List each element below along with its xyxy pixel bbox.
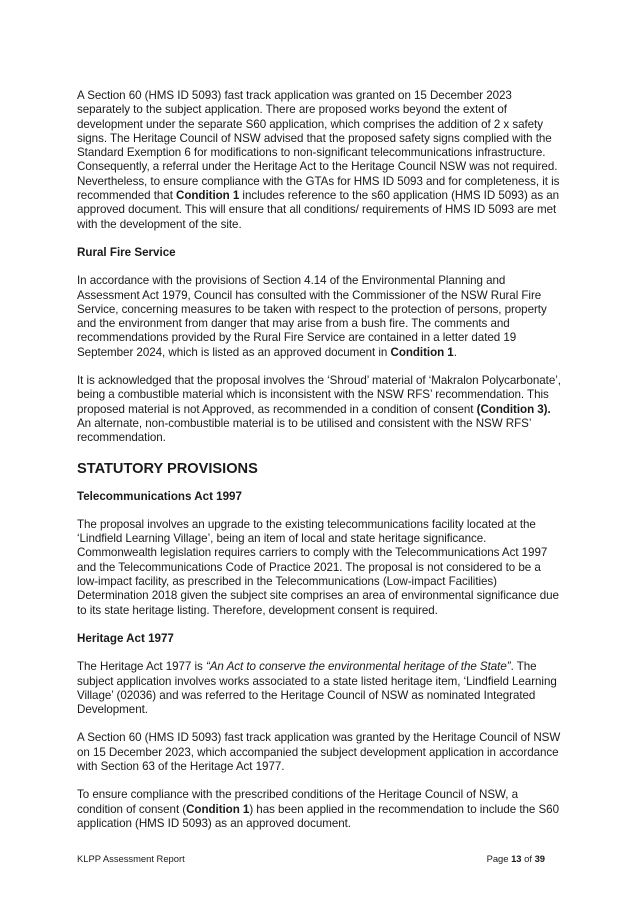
paragraph-telecommunications: The proposal involves an upgrade to the existing telecommunications facility located at the ‘Lindfield Learning Village’, being an item of local and state heritage significance. Commonwealth legislation requires carriers to comply with the Telecommunications Act 1997 and the Telecommunications Code of Practice 2021. The proposal is not considered to be a low-impact facility, as prescribed in the Telecommunications (Low-impact Facilities) Determination 2018 given the subject site comprises an area of environmental significance due to its state heritage listing. Therefore, development consent is required. [77, 517, 559, 617]
act-quote: “An Act to conserve the environmental heritage of the State” [205, 660, 511, 674]
condition-reference: Condition 1 [390, 345, 454, 359]
text-run: The Heritage Act 1977 is [77, 660, 206, 674]
condition-reference: Condition 1 [176, 189, 240, 203]
page-of-label: of [521, 853, 535, 864]
paragraph-rfs-consultation [77, 274, 562, 360]
footer-report-title: KLPP Assessment Report [77, 853, 185, 864]
condition-reference: Condition 1 [186, 802, 250, 816]
heading-statutory-provisions: STATUTORY PROVISIONS [77, 460, 258, 477]
text-run: An alternate, non-combustible material is to be utilised and consistent with the NSW RFS’ recommendation. [77, 416, 531, 445]
heading-rural-fire-service: Rural Fire Service [77, 245, 176, 259]
page-number: 13 [511, 853, 522, 864]
page-label: Page [486, 853, 512, 864]
heading-heritage-act: Heritage Act 1977 [77, 631, 174, 645]
text-run: To ensure compliance with the prescribed conditions of the Heritage Council of NSW, a condition of consent ( [77, 788, 519, 816]
text-run: A Section 60 (HMS ID 5093) fast track application was granted on 15 December 2023 separately to the subject application. There are proposed works beyond the extent of development under the separate S60 application, which comprises the addition of 2 x safety signs. The Heritage Council of NSW advised that the proposed safety signs complied with the Standard Exemption 6 for modifications to non-significant telecommunications infrastructure. Consequently, a referral under the Heritage Act to the Heritage Council NSW was not required. Nevertheless, to ensure compliance with the GTAs for HMS ID 5093 and for completeness, it is recommended that [77, 89, 560, 203]
text-run: . The subject application involves works associated to a state listed heritage item, ‘Lindfield Learning Village’ (02036) and was referred to the Heritage Council of NSW as nominated Integrated Development. [77, 660, 557, 717]
text-run: ) has been applied in the recommendation to include the S60 application (HMS ID 5093) as an approved document. [77, 802, 559, 830]
paragraph-section60 [77, 89, 562, 232]
paragraph-fast-track: A Section 60 (HMS ID 5093) fast track application was granted by the Heritage Council of NSW on 15 December 2023, which accompanied the subject development application in accordance with Section 63 of the Heritage Act 1977. [77, 731, 561, 773]
paragraph-compliance [77, 788, 562, 831]
page-footer [77, 853, 545, 865]
page-total: 39 [534, 853, 545, 864]
document-body [77, 89, 562, 831]
condition-reference: (Condition 3). [476, 402, 551, 416]
text-run: In accordance with the provisions of Section 4.14 of the Environmental Planning and Assessment Act 1979, Council has consulted with the Commissioner of the NSW Rural Fire Service, concerning measures to be taken with respect to the protection of persons, property and the environment from danger that may arise from a bush fire. The comments and recommendations provided by the Rural Fire Service are contained in a letter dated 19 September 2024, which is listed as an approved document in [77, 274, 547, 359]
text-run: includes reference to the s60 application (HMS ID 5093) as an approved document. This will ensure that all conditions/ requirements of HMS ID 5093 are met with the development of the site. [77, 189, 560, 231]
footer-page-indicator [487, 853, 545, 865]
heading-telecommunications-act: Telecommunications Act 1997 [77, 489, 242, 503]
text-run: It is acknowledged that the proposal involves the ‘Shroud’ material of ‘Makralon Polycarbonate’, being a combustible material which is inconsistent with the NSW RFS’ recommendation. This proposed material is not Approved, as recommended in a condition of consent [77, 374, 561, 416]
paragraph-heritage-act [77, 660, 562, 717]
text-run: . [453, 345, 457, 359]
paragraph-shroud-material [77, 374, 562, 445]
